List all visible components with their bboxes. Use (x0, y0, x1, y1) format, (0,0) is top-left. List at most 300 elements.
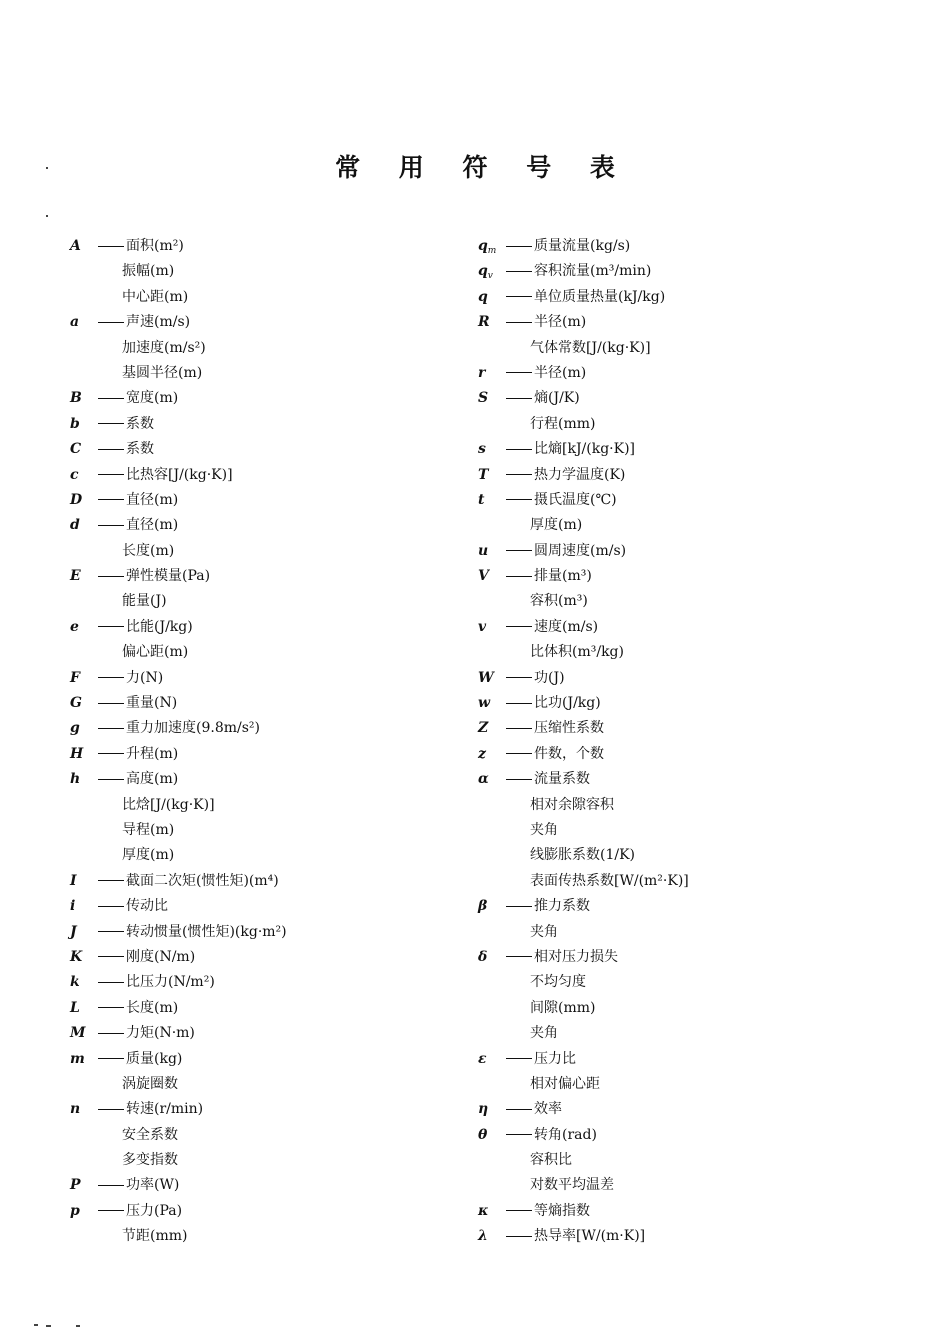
symbol (70, 564, 108, 589)
em-dash (506, 626, 532, 627)
symbol-definition (478, 437, 918, 462)
symbol-meaning: 压缩性系数 (534, 720, 604, 737)
symbol-letter: I (70, 872, 77, 889)
symbol-entry (478, 463, 918, 488)
symbol-letter: λ (478, 1228, 488, 1245)
symbol-meaning: 熵(J/K) (534, 390, 580, 407)
symbol-letter: K (70, 948, 83, 965)
symbol-entry (478, 894, 918, 945)
symbol-entry (70, 615, 470, 666)
symbol-list-right (478, 234, 918, 1250)
symbol-definition-continued (70, 1148, 470, 1173)
symbol-entry (478, 361, 918, 386)
symbol-meaning: 压力比 (534, 1050, 576, 1067)
symbol-meaning: 热力学温度(K) (534, 466, 626, 483)
symbol-letter: F (70, 669, 80, 686)
symbol-meaning: 能量(J) (122, 593, 167, 610)
symbol-meaning: 流量系数 (534, 771, 590, 788)
em-dash (506, 1210, 532, 1211)
symbol (478, 666, 516, 691)
symbol-definition (70, 1021, 470, 1046)
symbol-meaning: 弹性模量(Pa) (126, 568, 211, 585)
symbol-definition (478, 1097, 918, 1122)
symbol-meaning: 面积(m²) (126, 238, 184, 254)
symbol-letter: q (478, 238, 488, 254)
symbol-definition (478, 1047, 918, 1072)
symbol-letter: k (70, 974, 80, 991)
symbol-letter: z (478, 745, 486, 762)
symbol-definition-continued (70, 818, 470, 843)
symbol-definition (70, 564, 470, 589)
em-dash (506, 1134, 532, 1135)
symbol-definition-continued (478, 970, 918, 995)
symbol-meaning: 力(N) (126, 669, 164, 686)
em-dash (98, 956, 124, 957)
symbol-meaning: 重量(N) (126, 695, 178, 712)
symbol (70, 412, 108, 437)
symbol (70, 1097, 108, 1122)
em-dash (98, 1007, 124, 1008)
symbol-definition-continued (478, 818, 918, 843)
em-dash (98, 246, 124, 247)
symbol-letter: δ (478, 948, 488, 965)
symbol-letter: B (70, 390, 82, 407)
symbol (478, 463, 516, 488)
em-dash (98, 906, 124, 907)
symbol-definition (478, 285, 918, 310)
symbol-meaning: 相对余隙容积 (530, 796, 614, 813)
symbol-meaning: 气体常数[J/(kg·K)] (530, 339, 651, 356)
symbol-definition (70, 945, 470, 970)
symbol-letter: J (70, 923, 77, 940)
symbol-entry (70, 666, 470, 691)
symbol-letter: θ (478, 1126, 488, 1143)
symbol-letter: E (70, 568, 81, 585)
symbol-meaning: 比能(J/kg) (126, 618, 193, 635)
symbol-entry (478, 615, 918, 666)
symbol-definition-continued (478, 1072, 918, 1097)
em-dash (506, 576, 532, 577)
em-dash (98, 449, 124, 450)
symbol-meaning: 直径(m) (126, 491, 179, 508)
symbol-meaning: 速度(m/s) (534, 618, 599, 635)
em-dash (506, 1109, 532, 1110)
symbol-entry (70, 463, 470, 488)
symbol-definition (70, 437, 470, 462)
symbol-entry (70, 869, 470, 894)
symbol-definition-continued (478, 1173, 918, 1198)
symbol-letter: g (70, 720, 80, 737)
page-title: 常 用 符 号 表 (335, 153, 630, 182)
symbol-meaning: 功(J) (534, 669, 565, 686)
symbol-entry (478, 1097, 918, 1122)
symbol-entry (478, 1047, 918, 1098)
em-dash (506, 677, 532, 678)
symbol-letter: s (478, 441, 486, 458)
em-dash (506, 246, 532, 247)
symbol-meaning: 夹角 (530, 923, 558, 940)
em-dash (98, 779, 124, 780)
symbol-definition (478, 1123, 918, 1148)
symbol (478, 945, 516, 970)
symbol-meaning: 升程(m) (126, 745, 179, 762)
em-dash (98, 677, 124, 678)
scan-speck (46, 1325, 51, 1327)
symbol (70, 970, 108, 995)
symbol-definition (478, 945, 918, 970)
symbol-entry (70, 894, 470, 919)
symbol-meaning: 刚度(N/m) (126, 948, 196, 965)
symbol-entry (478, 285, 918, 310)
symbol-meaning: 半径(m) (534, 364, 587, 381)
symbol-entry (70, 716, 470, 741)
symbol (70, 1047, 108, 1072)
symbol-meaning: 比功(J/kg) (534, 695, 601, 712)
symbol (70, 1173, 108, 1198)
symbol (70, 920, 108, 945)
symbol-definition (70, 615, 470, 640)
symbol-letter: m (70, 1050, 85, 1067)
symbol-definition-continued (70, 1072, 470, 1097)
symbol-meaning: 推力系数 (534, 898, 590, 915)
symbol-definition (478, 1224, 918, 1249)
symbol-definition (70, 920, 470, 945)
em-dash (98, 423, 124, 424)
symbol-letter: r (478, 364, 486, 381)
em-dash (98, 1185, 124, 1186)
symbol-letter: q (478, 288, 488, 305)
symbol-meaning: 摄氏温度(℃) (534, 491, 617, 508)
symbol-definition-continued (478, 996, 918, 1021)
symbol (478, 1047, 516, 1072)
symbol-entry (70, 513, 470, 564)
symbol-meaning: 高度(m) (126, 771, 179, 788)
symbol-definition (70, 1199, 470, 1224)
symbol-entry (478, 716, 918, 741)
em-dash (506, 779, 532, 780)
symbol-meaning: 对数平均温差 (530, 1177, 614, 1194)
symbol-meaning: 行程(mm) (530, 415, 596, 432)
symbol-entry (478, 488, 918, 539)
symbol-definition (478, 691, 918, 716)
symbol-letter: C (70, 441, 82, 458)
symbol-definition-continued (70, 361, 470, 386)
symbol-meaning: 比热容[J/(kg·K)] (126, 466, 233, 483)
symbol-letter: G (70, 695, 82, 712)
symbol-definition (70, 996, 470, 1021)
symbol-entry (70, 1173, 470, 1198)
symbol-meaning: 质量(kg) (126, 1050, 183, 1067)
symbol-entry (478, 691, 918, 716)
symbol-definition-continued (478, 1021, 918, 1046)
em-dash (506, 449, 532, 450)
symbol-entry (70, 437, 470, 462)
symbol-entry (70, 412, 470, 437)
symbol (478, 894, 516, 919)
symbol-entry (478, 1224, 918, 1249)
symbol-definition-continued (478, 1148, 918, 1173)
symbol (478, 1224, 516, 1249)
symbol-definition-continued (70, 539, 470, 564)
symbol (70, 767, 108, 792)
symbol-meaning: 转动惯量(惯性矩)(kg·m²) (126, 923, 287, 940)
symbol-definition-continued (478, 793, 918, 818)
symbol-definition (70, 488, 470, 513)
symbol-meaning: 表面传热系数[W/(m²·K)] (530, 872, 689, 889)
symbol-definition (478, 742, 918, 767)
symbol-subscript: v (487, 271, 493, 282)
em-dash (506, 322, 532, 323)
symbol-definition (70, 412, 470, 437)
em-dash (506, 398, 532, 399)
symbol-subscript: m (487, 246, 497, 256)
symbol-meaning: 单位质量热量(kJ/kg) (534, 288, 666, 305)
symbol-meaning: 厚度(m) (122, 847, 175, 864)
em-dash (98, 525, 124, 526)
symbol-letter: T (478, 466, 489, 483)
em-dash (506, 1058, 532, 1059)
symbol-letter: Z (478, 720, 489, 737)
symbol (478, 1097, 516, 1122)
symbol-entry (70, 767, 470, 869)
symbol-definition-continued (478, 640, 918, 665)
symbol-definition (478, 386, 918, 411)
symbol (70, 463, 108, 488)
symbol (70, 615, 108, 640)
symbol-definition-continued (478, 412, 918, 437)
em-dash (506, 703, 532, 704)
symbol-meaning: 直径(m) (126, 517, 179, 534)
symbol-entry (478, 259, 918, 284)
em-dash (98, 1210, 124, 1211)
symbol-definition (478, 488, 918, 513)
symbol (478, 615, 516, 640)
symbol-definition (70, 310, 470, 335)
em-dash (506, 499, 532, 500)
symbol-definition-continued (70, 259, 470, 284)
symbol-letter: v (478, 618, 487, 635)
symbol-definition (478, 767, 918, 792)
symbol-definition (478, 564, 918, 589)
symbol-letter: u (478, 542, 489, 559)
symbol-definition (70, 691, 470, 716)
symbol-definition (70, 666, 470, 691)
symbol-entry (478, 310, 918, 361)
symbol-definition-continued (70, 1224, 470, 1249)
symbol-meaning: 中心距(m) (122, 288, 189, 305)
symbol (70, 666, 108, 691)
symbol-definition (70, 386, 470, 411)
symbol-entry (478, 386, 918, 437)
symbol-definition (478, 716, 918, 741)
symbol-definition (70, 1097, 470, 1122)
symbol-definition-continued (70, 640, 470, 665)
symbol-definition (70, 894, 470, 919)
em-dash (98, 1033, 124, 1034)
symbol-definition-continued (478, 843, 918, 868)
symbol-definition-continued (478, 589, 918, 614)
symbol (478, 539, 516, 564)
symbol (70, 996, 108, 1021)
symbol-letter: S (478, 390, 489, 407)
symbol-definition (70, 463, 470, 488)
symbol (70, 310, 108, 335)
symbol-entry (70, 310, 470, 386)
symbol-definition (70, 970, 470, 995)
symbol-letter: i (70, 898, 76, 915)
symbol-definition (478, 894, 918, 919)
symbol-definition (70, 767, 470, 792)
symbol (70, 234, 108, 259)
symbol-entry (70, 234, 470, 310)
symbol-entry (70, 488, 470, 513)
symbol (70, 945, 108, 970)
symbol-entry (478, 539, 918, 564)
em-dash (506, 956, 532, 957)
em-dash (98, 728, 124, 729)
symbol-entry (478, 437, 918, 462)
em-dash (98, 1109, 124, 1110)
symbol-meaning: 截面二次矩(惯性矩)(m⁴) (126, 872, 279, 889)
symbol-meaning: 件数，个数 (534, 745, 604, 762)
symbol-entry (478, 564, 918, 615)
symbol (478, 437, 516, 462)
symbol (70, 488, 108, 513)
symbol-letter: n (70, 1101, 81, 1118)
symbol-definition-continued (478, 920, 918, 945)
symbol-definition (70, 1047, 470, 1072)
symbol-meaning: 偏心距(m) (122, 644, 189, 661)
symbol-definition-continued (70, 285, 470, 310)
symbol-letter: α (478, 771, 489, 788)
symbol-meaning: 宽度(m) (126, 390, 179, 407)
symbol-letter: d (70, 517, 80, 534)
symbol-entry (70, 1199, 470, 1250)
symbol (70, 437, 108, 462)
em-dash (506, 728, 532, 729)
symbol-entry (70, 970, 470, 995)
symbol (478, 1199, 516, 1224)
symbol-meaning: 比体积(m³/kg) (530, 644, 624, 661)
symbol (478, 386, 516, 411)
em-dash (98, 753, 124, 754)
symbol-entry (478, 742, 918, 767)
em-dash (98, 1058, 124, 1059)
symbol-meaning: 质量流量(kg/s) (534, 238, 631, 254)
symbol-meaning: 比压力(N/m²) (126, 974, 215, 991)
symbol-entry (478, 234, 918, 259)
symbol (70, 742, 108, 767)
symbol-meaning: 声速(m/s) (126, 314, 191, 331)
symbol-list-left (70, 234, 470, 1250)
symbol-meaning: 夹角 (530, 1025, 558, 1042)
symbol-definition (478, 666, 918, 691)
em-dash (506, 474, 532, 475)
symbol-entry (70, 920, 470, 945)
symbol-meaning: 排量(m³) (534, 568, 592, 585)
symbol-letter: R (478, 314, 490, 331)
em-dash (506, 906, 532, 907)
symbol-letter: η (478, 1101, 489, 1118)
symbol-meaning: 导程(m) (122, 821, 175, 838)
symbol-entry (70, 945, 470, 970)
em-dash (98, 703, 124, 704)
em-dash (506, 1236, 532, 1237)
em-dash (98, 626, 124, 627)
symbol-entry (70, 691, 470, 716)
symbol-meaning: 夹角 (530, 821, 558, 838)
symbol-definition-continued (70, 843, 470, 868)
symbol-entry (70, 742, 470, 767)
symbol (478, 767, 516, 792)
symbol-meaning: 功率(W) (126, 1177, 180, 1194)
symbol (70, 386, 108, 411)
symbol-meaning: 相对偏心距 (530, 1075, 600, 1092)
symbol-meaning: 安全系数 (122, 1126, 178, 1143)
symbol (70, 513, 108, 538)
symbol-letter: e (70, 618, 79, 635)
symbol-definition (70, 513, 470, 538)
symbol-meaning: 间隙(mm) (530, 999, 596, 1016)
symbol-meaning: 多变指数 (122, 1152, 178, 1169)
symbol-meaning: 厚度(m) (530, 517, 583, 534)
symbol-definition (70, 716, 470, 741)
symbol-meaning: 线膨胀系数(1/K) (530, 847, 636, 864)
symbol-letter: β (478, 898, 488, 915)
symbol-entry (478, 945, 918, 1047)
symbol-entry (70, 386, 470, 411)
symbol-letter: c (70, 466, 79, 483)
symbol-meaning: 转速(r/min) (126, 1101, 204, 1118)
em-dash (98, 499, 124, 500)
symbol-entry (70, 1097, 470, 1173)
symbol-letter: V (478, 568, 489, 585)
symbol-letter: D (70, 491, 83, 508)
symbol-meaning: 容积(m³) (530, 593, 588, 610)
em-dash (506, 271, 532, 272)
symbol (70, 716, 108, 741)
symbol-letter: A (70, 238, 81, 254)
symbol (478, 488, 516, 513)
symbol-meaning: 涡旋圈数 (122, 1075, 178, 1092)
symbol-definition-continued (70, 589, 470, 614)
symbol-definition-continued (70, 336, 470, 361)
symbol-meaning: 系数 (126, 441, 154, 458)
symbol (70, 1021, 108, 1046)
symbol-entry (478, 1199, 918, 1224)
symbol-meaning: 比熵[kJ/(kg·K)] (534, 441, 636, 458)
em-dash (98, 880, 124, 881)
scan-speck (46, 215, 48, 217)
symbol (478, 564, 516, 589)
em-dash (98, 474, 124, 475)
symbol-letter: W (478, 669, 494, 686)
symbol-meaning: 力矩(N·m) (126, 1025, 195, 1042)
scan-speck (46, 167, 48, 169)
symbol-letter: t (478, 491, 485, 508)
symbol (478, 691, 516, 716)
symbol-meaning: 加速度(m/s²) (122, 339, 206, 356)
symbol-letter: L (70, 999, 80, 1016)
em-dash (98, 398, 124, 399)
symbol-meaning: 等熵指数 (534, 1202, 590, 1219)
symbol-meaning: 效率 (534, 1101, 562, 1118)
symbol (478, 716, 516, 741)
em-dash (98, 322, 124, 323)
symbol-definition (478, 539, 918, 564)
symbol-meaning: 节距(mm) (122, 1228, 188, 1245)
symbol (478, 361, 516, 386)
